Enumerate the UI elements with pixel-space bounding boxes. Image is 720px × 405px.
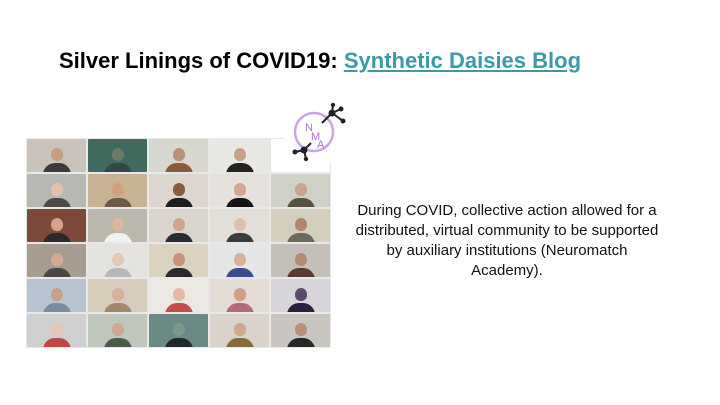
participant-video-tile <box>210 314 269 347</box>
participant-video-tile <box>88 174 147 207</box>
slide-title <box>59 48 581 74</box>
participant-head <box>295 288 307 301</box>
participant-body <box>104 233 132 242</box>
participant-video-tile <box>271 209 330 242</box>
participant-head <box>295 218 307 231</box>
participant-body <box>287 233 315 242</box>
participant-body <box>104 198 132 207</box>
logo-node <box>293 150 298 155</box>
participant-video-tile <box>88 139 147 172</box>
participant-video-tile <box>149 244 208 277</box>
synthetic-daisies-blog-link[interactable]: Synthetic Daisies Blog <box>343 48 582 73</box>
participant-video-tile <box>27 139 86 172</box>
logo-node <box>341 119 346 124</box>
participant-head <box>295 253 307 266</box>
participant-body <box>226 338 254 347</box>
slide-title-prefix: Silver Linings of COVID19: <box>59 48 344 73</box>
participant-body <box>226 268 254 277</box>
participant-body <box>165 233 193 242</box>
participant-head <box>112 218 124 231</box>
participant-body <box>43 233 71 242</box>
neuromatch-academy-logo <box>284 102 356 162</box>
logo-node <box>331 103 335 107</box>
logo-node <box>329 110 336 117</box>
logo-node <box>301 147 308 154</box>
participant-head <box>173 218 185 231</box>
participant-body <box>287 303 315 312</box>
logo-node <box>304 157 308 161</box>
logo-letter-a: A <box>317 139 325 151</box>
participant-body <box>287 268 315 277</box>
participant-video-tile <box>27 244 86 277</box>
participant-body <box>226 198 254 207</box>
participant-head <box>51 323 63 336</box>
participant-head <box>295 323 307 336</box>
participant-video-tile <box>210 279 269 312</box>
participant-head <box>51 288 63 301</box>
participant-head <box>173 148 185 161</box>
participant-head <box>234 183 246 196</box>
participant-body <box>104 163 132 172</box>
participant-head <box>173 253 185 266</box>
participant-head <box>112 253 124 266</box>
participant-video-tile <box>88 244 147 277</box>
participant-head <box>234 323 246 336</box>
participant-body <box>226 233 254 242</box>
participant-head <box>51 218 63 231</box>
slide-body-text: During COVID, collective action allowed for a distributed, virtual community to be supported by auxiliary institutions (Neuromatch Academy). <box>355 202 659 279</box>
participant-body <box>43 338 71 347</box>
participant-video-tile <box>271 244 330 277</box>
participant-body <box>104 338 132 347</box>
participant-head <box>51 183 63 196</box>
participant-head <box>173 323 185 336</box>
participant-video-tile <box>27 174 86 207</box>
logo-node <box>339 107 344 112</box>
participant-video-tile <box>149 314 208 347</box>
logo-letter-m: M <box>311 131 321 143</box>
participant-body <box>165 338 193 347</box>
participant-video-tile <box>149 139 208 172</box>
participant-body <box>165 163 193 172</box>
participant-video-tile <box>27 279 86 312</box>
participant-video-tile <box>27 314 86 347</box>
participant-head <box>234 218 246 231</box>
participant-video-tile <box>210 244 269 277</box>
participant-body <box>43 268 71 277</box>
participant-body <box>104 303 132 312</box>
participant-head <box>51 148 63 161</box>
participant-head <box>112 183 124 196</box>
participant-video-tile <box>149 209 208 242</box>
participant-body <box>165 303 193 312</box>
participant-video-tile <box>210 209 269 242</box>
participant-body <box>43 303 71 312</box>
participant-video-tile <box>271 279 330 312</box>
participant-body <box>287 338 315 347</box>
participant-body <box>165 268 193 277</box>
video-call-grid-image <box>26 138 331 348</box>
participant-video-tile <box>149 279 208 312</box>
participant-video-tile <box>88 209 147 242</box>
participant-body <box>226 163 254 172</box>
participant-body <box>226 303 254 312</box>
participant-video-tile <box>210 139 269 172</box>
participant-head <box>173 183 185 196</box>
participant-video-tile <box>27 209 86 242</box>
participant-head <box>173 288 185 301</box>
participant-head <box>112 148 124 161</box>
participant-body <box>43 163 71 172</box>
participant-video-tile <box>149 174 208 207</box>
participant-body <box>43 198 71 207</box>
participant-body <box>104 268 132 277</box>
logo-letter-n: N <box>305 122 313 134</box>
participant-video-tile <box>88 314 147 347</box>
participant-head <box>112 288 124 301</box>
participant-head <box>234 288 246 301</box>
participant-head <box>234 253 246 266</box>
participant-head <box>51 253 63 266</box>
participant-body <box>287 198 315 207</box>
participant-head <box>295 183 307 196</box>
participant-head <box>112 323 124 336</box>
participant-video-tile <box>88 279 147 312</box>
participant-video-tile <box>271 174 330 207</box>
participant-video-tile <box>271 314 330 347</box>
participant-head <box>234 148 246 161</box>
participant-body <box>165 198 193 207</box>
participant-video-tile <box>210 174 269 207</box>
